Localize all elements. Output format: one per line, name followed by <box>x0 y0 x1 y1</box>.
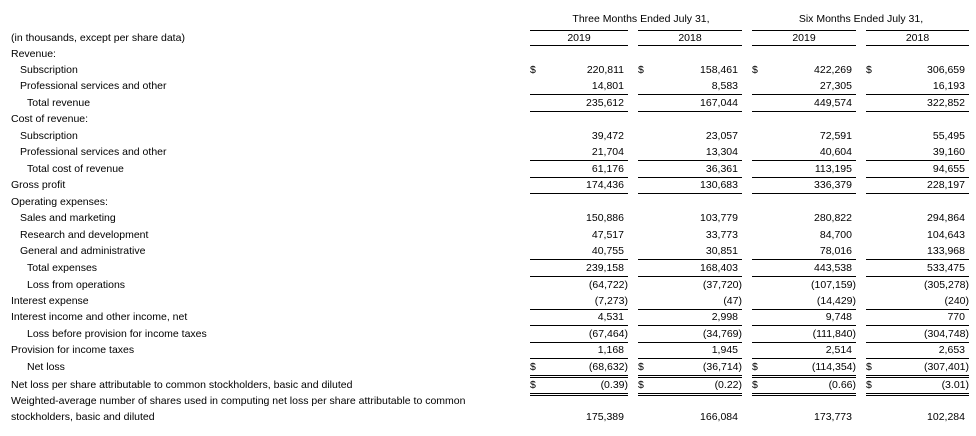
value-cell <box>638 194 742 210</box>
table-row <box>0 409 976 425</box>
value-number: 4,531 <box>597 311 624 323</box>
year-header: 2019 <box>752 30 856 46</box>
value-number: (68,632) <box>588 361 628 373</box>
value-cell <box>530 194 628 210</box>
value-number: (305,278) <box>924 279 969 291</box>
value-cell <box>866 144 969 161</box>
value-cell <box>530 277 628 293</box>
value-number: 422,269 <box>814 64 852 76</box>
value-cell <box>866 409 969 425</box>
value-number: 36,361 <box>705 163 738 175</box>
value-cell <box>530 243 628 260</box>
value-number: 166,084 <box>700 411 738 423</box>
value-cell <box>752 260 856 277</box>
units-note: (in thousands, except per share data) <box>11 32 185 44</box>
table-row <box>0 144 976 160</box>
value-cell <box>866 78 969 95</box>
row-label: Total cost of revenue <box>27 163 124 175</box>
value-cell <box>752 227 856 243</box>
value-cell <box>638 409 742 425</box>
row-label: Subscription <box>20 130 78 142</box>
table-row <box>0 210 976 226</box>
value-number: 94,655 <box>932 163 965 175</box>
value-number: 40,755 <box>591 245 624 257</box>
row-label: Total expenses <box>27 262 98 274</box>
value-cell <box>752 359 856 378</box>
value-number: 72,591 <box>819 130 852 142</box>
value-number: 294,864 <box>927 212 965 224</box>
table-row <box>0 128 976 144</box>
table-row <box>0 62 976 78</box>
table-row <box>0 177 976 193</box>
value-cell <box>866 277 969 293</box>
value-cell <box>866 243 969 260</box>
value-cell <box>638 260 742 277</box>
currency-symbol: $ <box>866 64 872 76</box>
value-number: 174,436 <box>586 179 624 191</box>
value-cell <box>866 210 969 226</box>
value-number: 280,822 <box>814 212 852 224</box>
value-number: 2,653 <box>938 344 965 356</box>
table-row <box>0 111 976 127</box>
value-cell <box>638 227 742 243</box>
value-number: 533,475 <box>927 262 965 274</box>
value-cell <box>752 46 856 62</box>
value-cell <box>866 161 969 178</box>
value-number: 306,659 <box>927 64 965 76</box>
value-cell <box>752 409 856 425</box>
table-row <box>0 309 976 325</box>
value-cell <box>530 95 628 112</box>
table-row <box>0 78 976 94</box>
value-cell <box>752 210 856 226</box>
header-six-months: Six Months Ended July 31, <box>798 13 924 25</box>
currency-symbol: $ <box>638 379 644 391</box>
value-number: (304,748) <box>924 328 969 340</box>
value-cell <box>638 128 742 144</box>
currency-symbol: $ <box>752 379 758 391</box>
year-header: 2018 <box>638 30 742 46</box>
value-cell <box>530 293 628 310</box>
value-number: (14,429) <box>816 295 856 307</box>
row-label: Loss from operations <box>27 279 126 291</box>
row-label: Net loss per share attributable to common stockholders, basic and diluted <box>11 379 353 391</box>
value-cell <box>638 277 742 293</box>
value-number: 235,612 <box>586 97 624 109</box>
row-label: Professional services and other <box>20 80 167 92</box>
value-number: 102,284 <box>927 411 965 423</box>
header-three-months: Three Months Ended July 31, <box>572 13 710 25</box>
value-number: 84,700 <box>819 229 852 241</box>
value-cell <box>752 78 856 95</box>
value-cell <box>752 161 856 178</box>
value-cell <box>530 227 628 243</box>
value-cell <box>866 309 969 326</box>
row-label: General and administrative <box>20 245 146 257</box>
table-row <box>0 277 976 293</box>
value-number: 322,852 <box>927 97 965 109</box>
currency-symbol: $ <box>752 361 758 373</box>
value-cell <box>530 393 628 409</box>
value-cell <box>866 111 969 127</box>
value-number: 47,517 <box>591 229 624 241</box>
value-number: 113,195 <box>814 163 852 175</box>
value-number: 40,604 <box>819 146 852 158</box>
value-cell <box>638 342 742 359</box>
value-cell <box>866 95 969 112</box>
value-number: (67,464) <box>588 328 628 340</box>
value-cell <box>530 128 628 144</box>
table-row <box>0 359 976 375</box>
currency-symbol: $ <box>638 361 644 373</box>
value-number: (34,769) <box>702 328 742 340</box>
currency-symbol: $ <box>752 64 758 76</box>
row-label: Net loss <box>27 361 65 373</box>
value-number: (0.22) <box>714 379 742 391</box>
value-number: 23,057 <box>705 130 738 142</box>
value-number: (111,840) <box>812 328 856 340</box>
value-cell <box>638 95 742 112</box>
value-number: 336,379 <box>814 179 852 191</box>
value-number: 449,574 <box>814 97 852 109</box>
currency-symbol: $ <box>866 361 872 373</box>
value-cell <box>752 277 856 293</box>
currency-symbol: $ <box>530 379 536 391</box>
row-label: Gross profit <box>11 179 66 191</box>
currency-symbol: $ <box>530 361 536 373</box>
table-row <box>0 326 976 342</box>
table-row <box>0 260 976 276</box>
value-cell <box>752 177 856 194</box>
value-number: 173,773 <box>814 411 852 423</box>
value-cell <box>752 393 856 409</box>
value-cell <box>530 260 628 277</box>
value-cell <box>752 309 856 326</box>
value-cell <box>866 177 969 194</box>
row-label: Operating expenses: <box>11 196 108 208</box>
value-number: 104,643 <box>927 229 965 241</box>
value-cell <box>866 194 969 210</box>
value-cell <box>530 409 628 425</box>
value-number: 14,801 <box>591 80 624 92</box>
row-label: Professional services and other <box>20 146 167 158</box>
value-number: (3.01) <box>941 379 969 391</box>
value-number: (37,720) <box>702 279 742 291</box>
value-cell <box>530 111 628 127</box>
value-number: (307,401) <box>924 361 969 373</box>
value-number: 175,389 <box>586 411 624 423</box>
value-cell <box>638 393 742 409</box>
value-number: 39,160 <box>932 146 965 158</box>
value-cell <box>638 359 742 378</box>
value-number: 220,811 <box>586 64 624 76</box>
table-row <box>0 194 976 210</box>
row-label: stockholders, basic and diluted <box>11 411 155 423</box>
value-cell <box>530 177 628 194</box>
value-cell <box>638 326 742 343</box>
table-row <box>0 393 976 409</box>
row-label: Subscription <box>20 64 78 76</box>
value-cell <box>866 128 969 144</box>
value-number: 167,044 <box>700 97 738 109</box>
currency-symbol: $ <box>638 64 644 76</box>
row-label: Sales and marketing <box>20 212 116 224</box>
value-cell <box>530 78 628 95</box>
value-number: (0.66) <box>828 379 856 391</box>
table-row <box>0 243 976 259</box>
row-label: Loss before provision for income taxes <box>27 328 207 340</box>
value-number: 1,945 <box>711 344 738 356</box>
value-cell <box>638 309 742 326</box>
value-number: 8,583 <box>711 80 738 92</box>
value-cell <box>638 62 742 78</box>
value-number: (7,273) <box>594 295 628 307</box>
value-cell <box>752 194 856 210</box>
value-number: (114,354) <box>811 361 856 373</box>
value-cell <box>530 342 628 359</box>
row-label: Provision for income taxes <box>11 344 135 356</box>
value-cell <box>752 326 856 343</box>
value-number: 33,773 <box>705 229 738 241</box>
value-cell <box>530 161 628 178</box>
value-number: 27,305 <box>819 80 852 92</box>
value-number: 2,998 <box>711 311 738 323</box>
value-cell <box>638 210 742 226</box>
value-cell <box>866 46 969 62</box>
row-label: Revenue: <box>11 48 56 60</box>
value-cell <box>530 62 628 78</box>
value-cell <box>752 342 856 359</box>
value-number: 103,779 <box>700 212 738 224</box>
row-label: Interest income and other income, net <box>11 311 188 323</box>
value-number: 443,538 <box>814 262 852 274</box>
row-label: Research and development <box>20 229 149 241</box>
value-cell <box>866 227 969 243</box>
value-cell <box>530 359 628 378</box>
currency-symbol: $ <box>530 64 536 76</box>
value-cell <box>530 144 628 161</box>
value-number: 158,461 <box>700 64 738 76</box>
value-cell <box>638 78 742 95</box>
table-row <box>0 342 976 358</box>
value-number: 55,495 <box>932 130 965 142</box>
value-cell <box>638 243 742 260</box>
value-cell <box>752 95 856 112</box>
value-cell <box>866 62 969 78</box>
table-row <box>0 293 976 309</box>
table-row <box>0 227 976 243</box>
value-number: 130,683 <box>700 179 738 191</box>
value-number: 61,176 <box>591 163 624 175</box>
value-cell <box>866 393 969 409</box>
value-number: 78,016 <box>819 245 852 257</box>
value-number: 13,304 <box>705 146 738 158</box>
value-cell <box>866 342 969 359</box>
value-number: 1,168 <box>597 344 624 356</box>
value-number: 21,704 <box>591 146 624 158</box>
table-row <box>0 95 976 111</box>
value-number: (0.39) <box>600 379 628 391</box>
value-number: 770 <box>947 311 965 323</box>
value-number: 9,748 <box>825 311 852 323</box>
value-cell <box>866 260 969 277</box>
value-cell <box>866 293 969 310</box>
value-number: 30,851 <box>705 245 738 257</box>
table-row <box>0 161 976 177</box>
value-number: 39,472 <box>591 130 624 142</box>
row-label: Weighted-average number of shares used in computing net loss per share attributable to common <box>11 395 466 407</box>
value-cell <box>638 293 742 310</box>
row-label: Cost of revenue: <box>11 113 89 125</box>
value-cell <box>752 243 856 260</box>
value-cell <box>866 359 969 378</box>
value-number: 2,514 <box>825 344 852 356</box>
value-cell <box>638 177 742 194</box>
value-cell <box>638 161 742 178</box>
value-cell <box>752 128 856 144</box>
row-label: Total revenue <box>27 97 91 109</box>
value-cell <box>752 144 856 161</box>
year-header: 2019 <box>530 30 628 46</box>
row-label: Interest expense <box>11 295 89 307</box>
value-cell <box>638 144 742 161</box>
value-number: (36,714) <box>702 361 742 373</box>
value-cell <box>752 293 856 310</box>
value-cell <box>530 46 628 62</box>
value-number: 239,158 <box>586 262 624 274</box>
value-cell <box>752 62 856 78</box>
value-number: 168,403 <box>700 262 738 274</box>
value-number: 133,968 <box>927 245 965 257</box>
value-number: (64,722) <box>588 279 628 291</box>
value-cell <box>530 210 628 226</box>
value-number: (107,159) <box>811 279 856 291</box>
table-row <box>0 377 976 393</box>
value-cell <box>530 309 628 326</box>
value-cell <box>752 111 856 127</box>
value-number: 16,193 <box>932 80 965 92</box>
value-number: 228,197 <box>927 179 965 191</box>
value-cell <box>638 111 742 127</box>
value-number: 150,886 <box>586 212 624 224</box>
value-cell <box>530 326 628 343</box>
value-number: (240) <box>944 295 969 307</box>
value-number: (47) <box>723 295 742 307</box>
year-header: 2018 <box>866 30 969 46</box>
currency-symbol: $ <box>866 379 872 391</box>
value-cell <box>866 326 969 343</box>
value-cell <box>638 46 742 62</box>
table-row <box>0 46 976 62</box>
